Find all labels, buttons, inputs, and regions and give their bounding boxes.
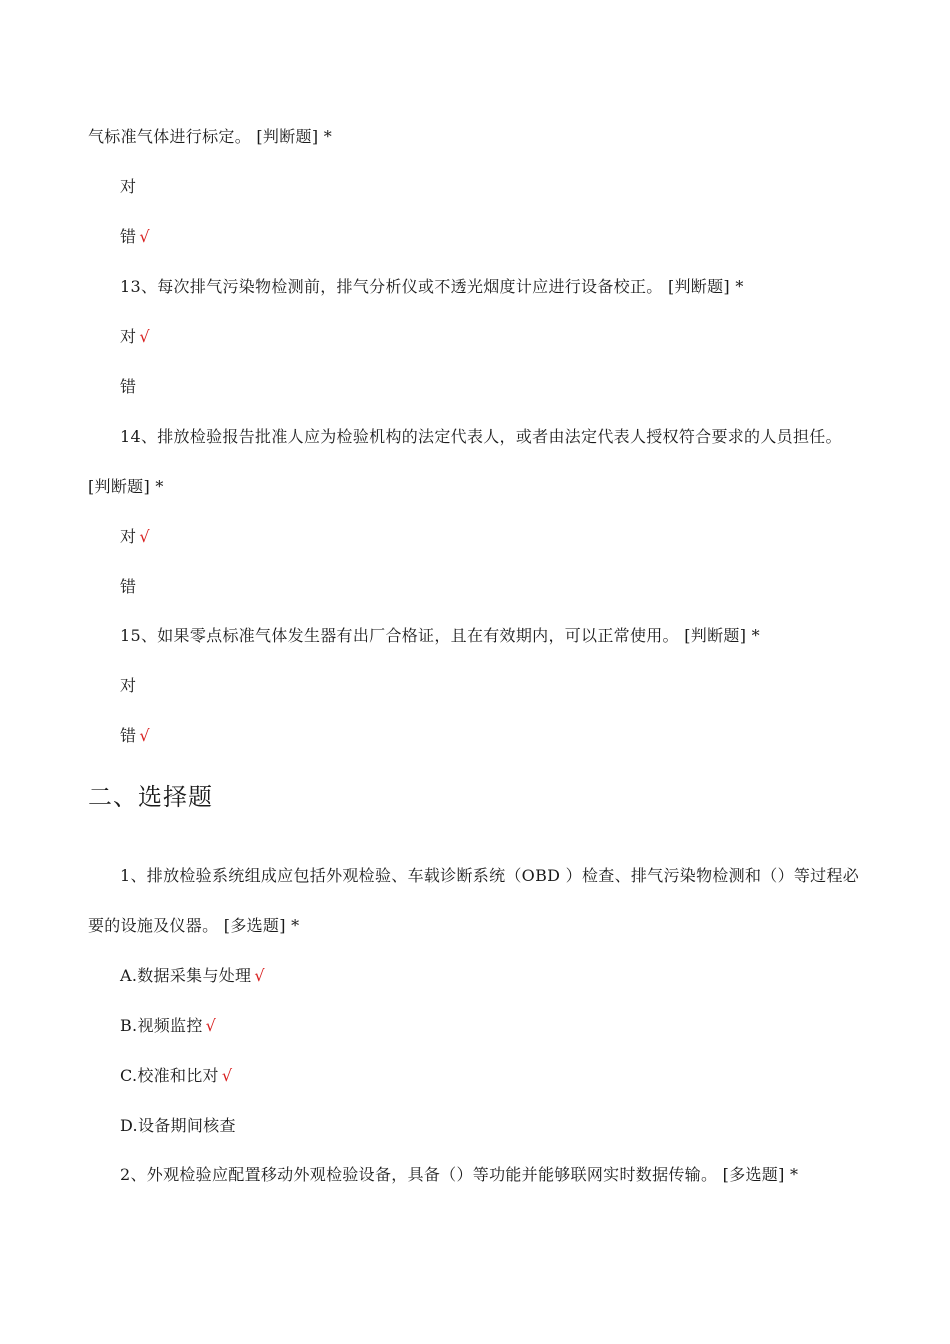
option-label: 对	[120, 327, 137, 346]
mc-question-1-text-line2: 要的设施及仪器。 [多选题] *	[88, 916, 300, 935]
correct-check-icon: √	[139, 327, 150, 346]
option-label: 错	[120, 377, 137, 396]
question-15-option-true	[120, 675, 136, 697]
mc-question-1-option-a	[120, 965, 265, 987]
option-label: 对	[120, 527, 137, 546]
option-label: 错	[120, 577, 137, 596]
question-13-text: 13、每次排气污染物检测前，排气分析仪或不透光烟度计应进行设备校正。 [判断题] *	[120, 277, 744, 296]
option-label: 错	[120, 726, 137, 745]
question-13-option-false	[120, 376, 136, 398]
option-label: 对	[120, 177, 137, 196]
option-label: D.设备期间核查	[120, 1116, 236, 1135]
question-15-option-false	[120, 725, 150, 747]
question-14-option-false	[120, 576, 136, 598]
correct-check-icon: √	[139, 227, 150, 246]
question-12-option-true	[120, 176, 136, 198]
section-heading: 二、选择题	[88, 783, 213, 811]
question-12-text-continued: 气标准气体进行标定。 [判断题] *	[88, 127, 333, 146]
option-label: 对	[120, 676, 137, 695]
question-14-text-line1: 14、排放检验报告批准人应为检验机构的法定代表人，或者由法定代表人授权符合要求的人员担任。	[120, 427, 842, 446]
mc-question-2-text: 2、外观检验应配置移动外观检验设备，具备（）等功能并能够联网实时数据传输。 [多选题] *	[120, 1165, 799, 1184]
correct-check-icon: √	[254, 966, 265, 985]
correct-check-icon: √	[221, 1066, 233, 1085]
question-12-option-false	[120, 226, 150, 248]
option-label: 错	[120, 227, 137, 246]
mc-question-1-option-d	[120, 1115, 236, 1137]
question-14-option-true	[120, 526, 150, 548]
correct-check-icon: √	[139, 726, 150, 745]
question-13-option-true	[120, 326, 150, 348]
question-14-text-line2: [判断题] *	[88, 477, 164, 496]
mc-question-1-text-line1: 1、排放检验系统组成应包括外观检验、车载诊断系统（OBD ）检查、排气污染物检测和（）等过程必	[120, 866, 860, 885]
correct-check-icon: √	[205, 1016, 217, 1035]
option-label: A.数据采集与处理	[120, 966, 252, 985]
mc-question-1-option-b	[120, 1015, 216, 1037]
option-label: C.校准和比对	[120, 1066, 219, 1085]
option-label: B.视频监控	[120, 1016, 203, 1035]
question-15-text: 15、如果零点标准气体发生器有出厂合格证，且在有效期内，可以正常使用。 [判断题] *	[120, 626, 760, 645]
mc-question-1-option-c	[120, 1065, 232, 1087]
correct-check-icon: √	[139, 527, 150, 546]
